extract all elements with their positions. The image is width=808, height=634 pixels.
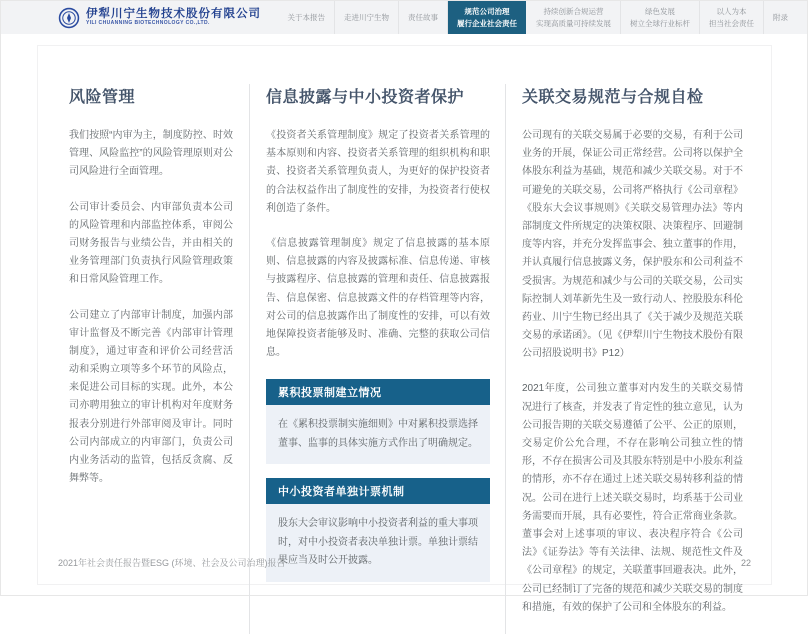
box-body-text: 在《累积投票制实施细则》中对累积投票选择董事、监事的具体实施方式作出了明确规定。: [266, 405, 490, 464]
nav-item-about-company[interactable]: 走进川宁生物: [334, 1, 398, 34]
chapter-nav: [279, 1, 798, 34]
report-header: [1, 1, 807, 34]
company-name-cn: 伊犁川宁生物技术股份有限公司: [86, 8, 261, 21]
footer-report-title: 2021年社会责任报告暨ESG (环境、社会及公司治理)报告: [58, 558, 286, 568]
paragraph: 《信息披露管理制度》规定了信息披露的基本原则、信息披露的内容及披露标准、信息传递、审核与披露程序、信息披露的管理和责任、信息披露报告、信息保密、信息披露文件的存档管理等内容，对公司的信息披露作出了制度性的安排，可以有效地保障投资者能够及时、准确、完整的获取公司信息。: [266, 237, 490, 359]
box-heading: 中小投资者单独计票机制: [266, 478, 490, 504]
box-body-text: 股东大会审议影响中小投资者利益的重大事项时，对中小投资者表决单独计票。单独计票结果应当及时公开披露。: [266, 504, 490, 582]
paragraph: 2021年度，公司独立董事对内发生的关联交易情况进行了核查，并发表了肯定性的独立意见，认为公司报告期的关联交易遵循了公平、公正的原则，交易定价公允合理，不存在影响公司独立性的情形，不存在损害公司及其股东特别是中小股东利益的情形，亦不存在通过上述关联交易转移利益的情况。公司在进行上述关联交易时，均系基于公司业务需要而开展，具有必要性，符合正常商业条款。董事会对上述事项的审议、表决程序符合《公司法》《证券法》等有关法律、法规、规范性文件及《公司章程》的规定，关联董事回避表决。此外，公司已经制订了完备的规范和减少关联交易的制度和措施，有效的保护了公司和全体股东的利益。: [522, 383, 743, 613]
page-number: 22: [740, 557, 751, 568]
nav-item-about-report[interactable]: 关于本报告: [287, 12, 325, 22]
company-name-en: YILI CHUANNING BIOTECHNOLOGY CO.,LTD.: [86, 20, 210, 27]
section-title: 风险管理: [69, 89, 136, 106]
nav-item-appendix[interactable]: 附录: [763, 1, 797, 34]
nav-item-responsibility-stories[interactable]: 责任故事: [398, 1, 447, 34]
section-information-disclosure: [249, 84, 505, 634]
paragraph: 《投资者关系管理制度》规定了投资者关系管理的基本原则和内容、投资者关系管理的组织机构和职责、投资者关系管理负责人，为更好的保护投资者的合法权益作出了制度性的安排，为投资者行使权利创造了条件。: [266, 130, 490, 214]
nav-item-people-oriented[interactable]: 以人为本 担当社会责任: [699, 1, 763, 34]
paragraph: 我们按照“内审为主，制度防控、时效管理、风险监控”的风险管理原则对公司风险进行全面管理。: [69, 130, 233, 178]
section-title: 信息披露与中小投资者保护: [266, 89, 465, 106]
section-title: 关联交易规范与合规自检: [522, 89, 704, 106]
cumulative-voting-box: [266, 379, 490, 464]
page-footer: [58, 556, 751, 569]
company-brand: [58, 1, 261, 34]
nav-item-innovation-compliance[interactable]: 持续创新合规运营 实现高质量可持续发展: [536, 6, 611, 28]
box-heading: 累积投票制建立情况: [266, 379, 490, 405]
nav-item-green-development[interactable]: 绿色发展 树立全球行业标杆: [620, 1, 699, 34]
section-related-transactions: [505, 84, 743, 634]
paragraph: 公司现有的关联交易属于必要的交易，有利于公司业务的开展，保证公司正常经营。公司将以保护全体股东利益为基础，规范和减少关联交易。对于不可避免的关联交易，公司将严格执行《公司章程》《股东大会议事规则》《关联交易管理办法》等内部制度文件所规定的决策权限、决策程序、回避制度等内容，并充分发挥监事会、独立董事的作用，并认真履行信息披露义务，保护股东和公司利益不受损害。为规范和减少与公司的关联交易，公司实际控制人刘革新先生及一致行动人、控股股东科伦药业、川宁生物已经出具了《关于减少及规范关联交易的承诺函》。（见《伊犁川宁生物技术股份有限公司招股说明书》P12）: [522, 130, 743, 360]
section-risk-management: [69, 84, 249, 634]
page-content: [1, 34, 807, 634]
nav-item-governance-active[interactable]: 规范公司治理 履行企业社会责任: [447, 1, 526, 34]
paragraph: 公司审计委员会、内审部负责本公司的风险管理和内部监控体系，审阅公司财务报告与业绩公告，并由相关的业务管理部门负责执行风险管理政策和日常风险管理工作。: [69, 201, 233, 286]
paragraph: 公司建立了内部审计制度，加强内部审计监督及不断完善《内部审计管理制度》，通过审查和评价公司经营活动和采购立项等多个环节的风险点，来促进公司目标的实现。此外，本公司亦聘用独立的审计机构对年度财务报表分别进行外部审阅及审计。同时公司内部成立的内审部门，负责公司内业务活动的监管，包括反贪腐、反舞弊等。: [69, 309, 233, 485]
company-emblem-icon: [58, 7, 80, 29]
